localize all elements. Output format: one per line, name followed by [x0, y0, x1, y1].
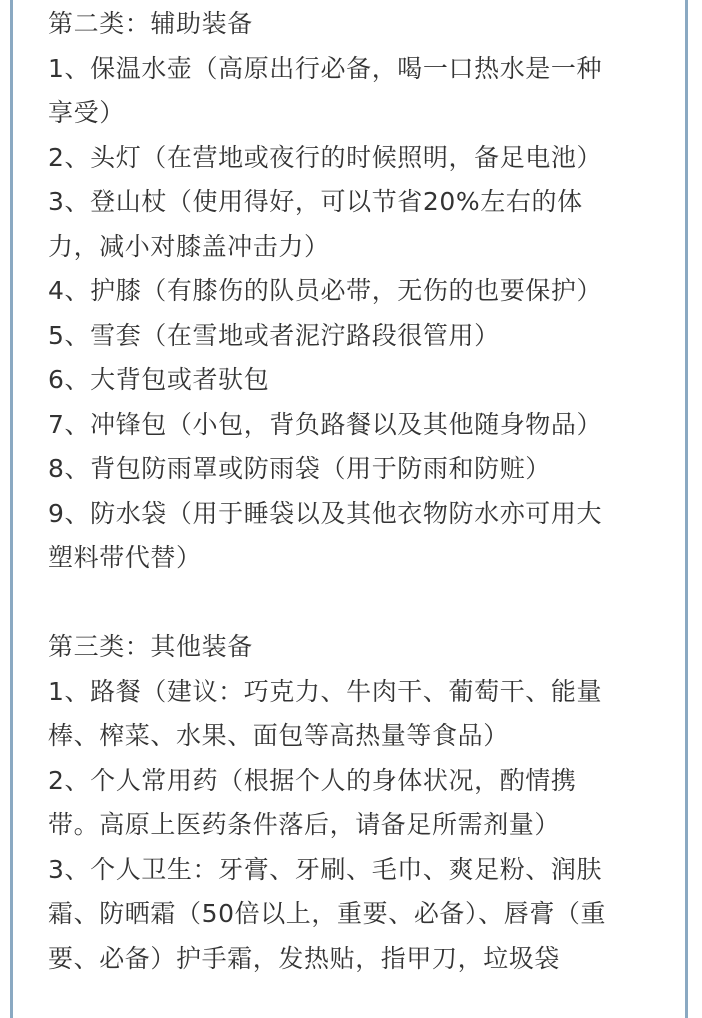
text-line: 棒、榨菜、水果、面包等高热量等食品）	[48, 721, 509, 750]
section-3-heading: 第三类：其他装备	[48, 632, 253, 661]
text-line: 2、头灯（在营地或夜行的时候照明，备足电池）	[48, 142, 603, 172]
text-line: 2、个人常用药（根据个人的身体状况，酌情携	[48, 765, 577, 795]
text-line: 7、冲锋包（小包，背负路餐以及其他随身物品）	[48, 409, 603, 439]
blank-line	[48, 581, 668, 626]
text-line: 3、个人卫生：牙膏、牙刷、毛巾、爽足粉、润肤	[48, 854, 603, 884]
text-line: 霜、防晒霜（50倍以上，重要、必备）、唇膏（重	[48, 899, 607, 928]
text-line: 9、防水袋（用于睡袋以及其他衣物防水亦可用大	[48, 498, 603, 528]
text-line: 6、大背包或者驮包	[48, 365, 270, 394]
text-line: 1、路餐（建议：巧克力、牛肉干、葡萄干、能量	[48, 676, 603, 706]
text-line: 力，减小对膝盖冲击力）	[48, 231, 330, 261]
right-border-line	[685, 0, 688, 1018]
text-line: 享受）	[48, 98, 125, 127]
left-border-line	[10, 0, 13, 1018]
text-line: 塑料带代替）	[48, 543, 202, 572]
text-line: 4、护膝（有膝伤的队员必带，无伤的也要保护）	[48, 276, 603, 305]
section-2-heading: 第二类：辅助装备	[48, 9, 253, 38]
text-line: 带。高原上医药条件落后，请备足所需剂量）	[48, 810, 561, 839]
text-line: 5、雪套（在雪地或者泥泞路段很管用）	[48, 320, 500, 350]
article-content	[48, 2, 668, 981]
text-line: 要、必备）护手霜，发热贴，指甲刀，垃圾袋	[48, 943, 561, 973]
text-line: 1、保温水壶（高原出行必备，喝一口热水是一种	[48, 53, 603, 83]
text-line: 3、登山杖（使用得好，可以节省20%左右的体	[48, 187, 583, 216]
text-line: 8、背包防雨罩或防雨袋（用于防雨和防赃）	[48, 454, 551, 483]
